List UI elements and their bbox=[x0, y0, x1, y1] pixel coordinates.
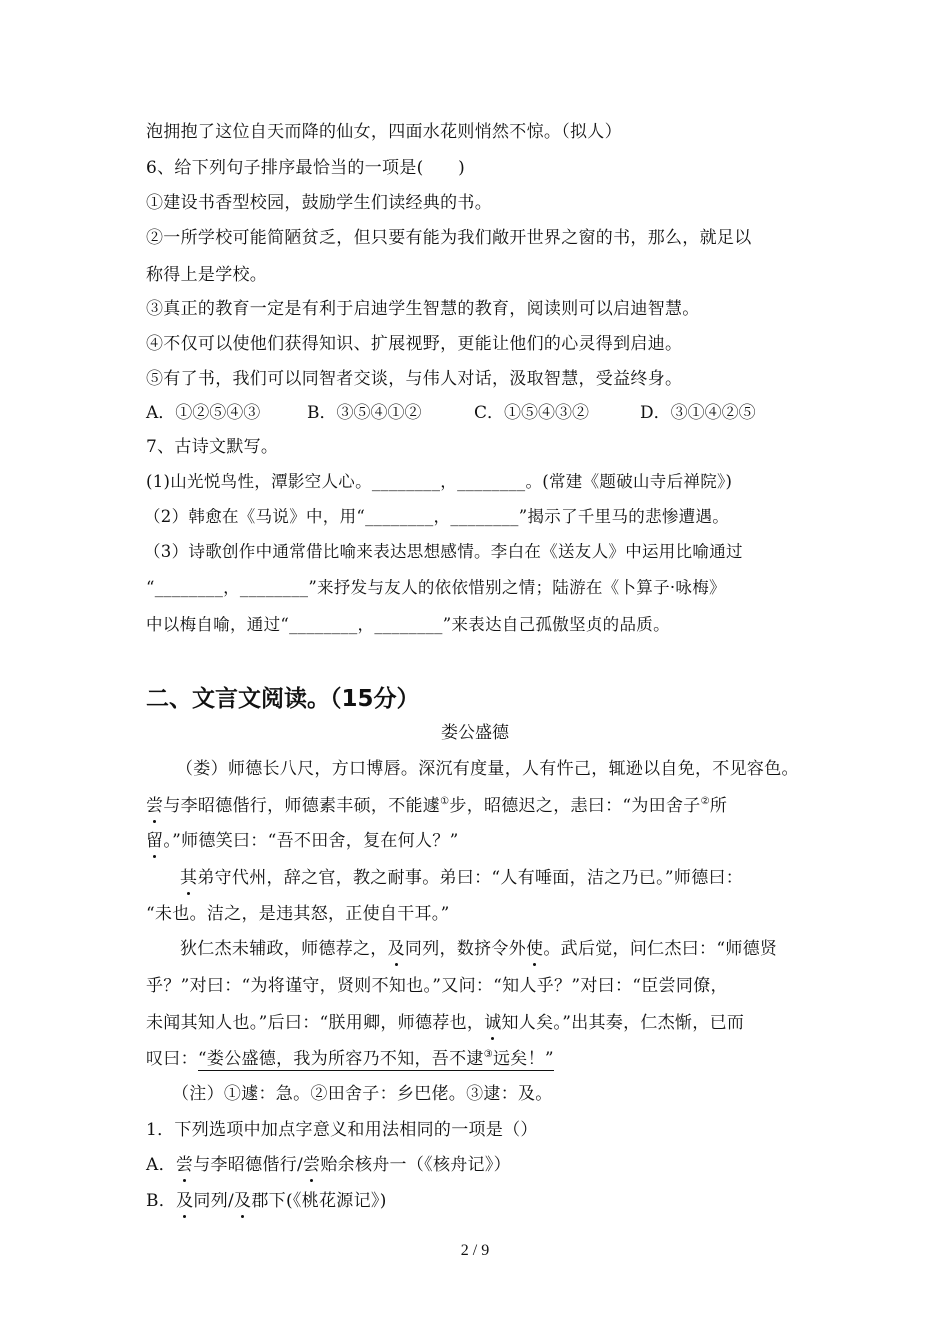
passage-line: （娄）师德长八尺，方口博唇。深沉有度量，人有忤己，辄逊以自免，不见容色。 bbox=[176, 759, 799, 779]
option-a: A．①②⑤④③ bbox=[146, 403, 261, 423]
sentence-5: ⑤有了书，我们可以同智者交谈，与伟人对话，汲取智慧，受益终身。 bbox=[146, 369, 683, 389]
sentence-1: ①建设书香型校园，鼓励学生们读经典的书。 bbox=[146, 193, 492, 213]
passage-line: 其弟守代州，辞之官，教之耐事。弟曰：“人有唾面，洁之乃已。”师德曰： bbox=[180, 868, 744, 888]
passage-line: 狄仁杰未辅政，师德荐之，及同列，数挤令外使。武后觉，问仁杰曰：“师德贤 bbox=[180, 939, 778, 959]
dotted-char: 及 bbox=[176, 1191, 194, 1211]
question-1-option-b: B．及同列/及郡下(《桃花源记》) bbox=[146, 1191, 387, 1211]
dotted-char: 诚 bbox=[484, 1013, 502, 1033]
dotted-char: 使 bbox=[526, 939, 544, 959]
dotted-char: 尝 bbox=[146, 796, 164, 816]
option-c: C．①⑤④③② bbox=[474, 403, 590, 423]
section-heading: 二、文言文阅读。（15分） bbox=[146, 686, 420, 712]
sentence-2-cont: 称得上是学校。 bbox=[146, 265, 268, 285]
dotted-char: 及 bbox=[234, 1191, 252, 1211]
sentence-2: ②一所学校可能简陋贫乏，但只要有能为我们敞开世界之窗的书，那么，就足以 bbox=[146, 228, 752, 248]
dotted-char: 其 bbox=[180, 868, 198, 888]
page-number: 2 / 9 bbox=[460, 1242, 490, 1259]
passage-notes: （注）①遽：急。②田舍子：乡巴佬。③逮：及。 bbox=[172, 1084, 553, 1104]
option-d: D．③①④②⑤ bbox=[640, 403, 756, 423]
poem-item-3-cont: “________，________”来抒发与友人的依依惜别之情；陆游在《卜算子·咏梅》 bbox=[146, 578, 726, 597]
dotted-char: 及 bbox=[387, 939, 405, 959]
poem-item-2: （2）韩愈在《马说》中，用“________，________”揭示了千里马的悲惨遭遇。 bbox=[144, 507, 730, 526]
dotted-char: 尝 bbox=[303, 1155, 321, 1175]
question-7: 7、古诗文默写。 bbox=[146, 437, 279, 457]
poem-item-3: （3）诗歌创作中通常借比喻来表达思想感情。李白在《送友人》中运用比喻通过 bbox=[144, 542, 743, 561]
question-1-option-a: A．尝与李昭德偕行/尝贻余核舟一（《核舟记》） bbox=[146, 1155, 511, 1175]
passage-line: 乎？”对曰：“为将谨守，贤则不知也。”又问：“知人乎？”对曰：“臣尝同僚， bbox=[146, 976, 728, 996]
sentence-4: ④不仅可以使他们获得知识、扩展视野，更能让他们的心灵得到启迪。 bbox=[146, 334, 683, 354]
dotted-char: 留 bbox=[146, 831, 164, 851]
question-6: 6、给下列句子排序最恰当的一项是( ) bbox=[146, 158, 466, 178]
passage-line: 留。”师德笑曰：“吾不田舍，复在何人？” bbox=[146, 831, 459, 851]
question-1: 1．下列选项中加点字意义和用法相同的一项是（） bbox=[146, 1120, 538, 1140]
passage-line: 尝与李昭德偕行，师德素丰硕，不能遽①步，昭德迟之，恚曰：“为田舍子②所 bbox=[146, 796, 728, 816]
passage-line: “未也。洁之，是违其怒，正使自干耳。” bbox=[146, 904, 450, 924]
poem-item-3-end: 中以梅自喻，通过“________，________”来表达自己孤傲坚贞的品质。 bbox=[146, 615, 670, 634]
option-b: B．③⑤④①② bbox=[307, 403, 422, 423]
sentence-3: ③真正的教育一定是有利于启迪学生智慧的教育，阅读则可以启迪智慧。 bbox=[146, 299, 700, 319]
underlined-sentence: “娄公盛德，我为所容乃不知，吾不逮③远矣！” bbox=[197, 1049, 554, 1069]
passage-line: 未闻其知人也。”后曰：“朕用卿，师德荐也，诚知人矣。”出其奏，仁杰惭，已而 bbox=[146, 1013, 745, 1033]
passage-title: 娄公盛德 bbox=[441, 723, 509, 743]
poem-item-1: (1)山光悦鸟性，潭影空人心。________，________。(常建《题破山寺后禅院》) bbox=[146, 472, 733, 491]
text-line: 泡拥抱了这位自天而降的仙女，四面水花则悄然不惊。（拟人） bbox=[146, 122, 622, 142]
dotted-char: 尝 bbox=[175, 1155, 194, 1175]
passage-line: 叹曰：“娄公盛德，我为所容乃不知，吾不逮③远矣！” bbox=[146, 1049, 554, 1069]
